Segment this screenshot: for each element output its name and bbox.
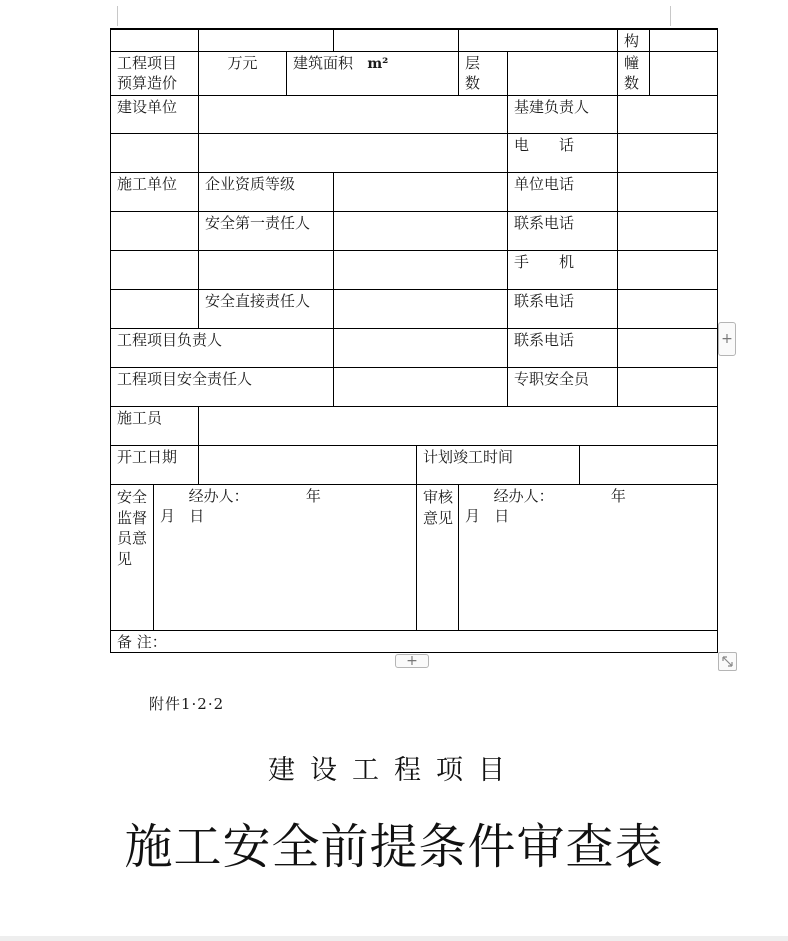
resize-arrow-icon — [719, 653, 736, 670]
supervisor-signature-line: 经办人： 年 月 日 — [160, 487, 321, 525]
planned-finish-value[interactable] — [580, 446, 718, 485]
worker-label: 施工员 — [111, 407, 199, 446]
budget-label: 工程项目 预算造价 — [111, 52, 199, 96]
page-bottom-edge — [0, 936, 788, 941]
form-row-safety-first — [111, 212, 718, 251]
table-resize-icon[interactable] — [718, 652, 737, 671]
form-row-mobile — [111, 251, 718, 290]
start-date-value[interactable] — [199, 446, 417, 485]
page-corner-mark-right — [670, 6, 671, 26]
contact-tel-label: 联系电话 — [508, 329, 618, 368]
blank-cell[interactable] — [334, 251, 508, 290]
supervisor-opinion-label: 安全监督员意见 — [111, 485, 154, 631]
planned-finish-label: 计划竣工时间 — [417, 446, 580, 485]
contact-tel-value[interactable] — [618, 329, 718, 368]
form-row-builder-tel — [111, 134, 718, 173]
review-signature-line: 经办人： 年 月 日 — [465, 487, 626, 525]
project-safety-label: 工程项目安全责任人 — [111, 368, 334, 407]
qualification-label: 企业资质等级 — [199, 173, 334, 212]
add-row-icon[interactable]: + — [395, 654, 429, 668]
buildings-label: 幢 数 — [618, 52, 650, 96]
contact-tel-label: 联系电话 — [508, 212, 618, 251]
attachment-number: 附件1·2·2 — [149, 695, 225, 713]
review-opinion-cell[interactable] — [459, 485, 718, 631]
project-safety-value[interactable] — [334, 368, 508, 407]
qualification-value[interactable] — [334, 173, 508, 212]
area-label: 建筑面积 — [293, 54, 354, 72]
review-opinion-label: 审核意见 — [417, 485, 459, 631]
tel-label: 电 话 — [508, 134, 618, 173]
form-row-builder — [111, 96, 718, 134]
blank-cell[interactable] — [199, 29, 334, 52]
start-date-label: 开工日期 — [111, 446, 199, 485]
form-row-opinions — [111, 485, 718, 631]
form-row-contractor — [111, 173, 718, 212]
form-row-budget — [111, 52, 718, 96]
wan-yuan-label: 万元 — [199, 52, 287, 96]
safety-officer-label: 专职安全员 — [508, 368, 618, 407]
worker-value[interactable] — [199, 407, 718, 446]
blank-cell[interactable] — [459, 29, 618, 52]
add-column-icon[interactable]: + — [718, 322, 736, 356]
form-row-worker — [111, 407, 718, 446]
safety-first-value[interactable] — [334, 212, 508, 251]
form-row-remarks — [111, 631, 718, 653]
form-row-header-strip — [111, 29, 718, 52]
project-lead-value[interactable] — [334, 329, 508, 368]
safety-officer-value[interactable] — [618, 368, 718, 407]
unit-tel-label: 单位电话 — [508, 173, 618, 212]
contact-tel-value[interactable] — [618, 290, 718, 329]
blank-cell[interactable] — [111, 29, 199, 52]
infra-lead-label: 基建负责人 — [508, 96, 618, 134]
builder-value[interactable] — [199, 96, 508, 134]
contact-tel-value[interactable] — [618, 212, 718, 251]
project-lead-label: 工程项目负责人 — [111, 329, 334, 368]
area-unit: m² — [367, 56, 389, 72]
floors-label: 层 数 — [459, 52, 508, 96]
contractor-label: 施工单位 — [111, 173, 199, 212]
infra-lead-value[interactable] — [618, 96, 718, 134]
structure-label: 构 — [618, 29, 650, 52]
document-title: 施工安全前提条件审查表 — [124, 819, 664, 875]
floors-value[interactable] — [508, 52, 618, 96]
blank-cell[interactable] — [111, 251, 199, 290]
blank-cell[interactable] — [199, 251, 334, 290]
form-row-dates — [111, 446, 718, 485]
form-row-safety-direct — [111, 290, 718, 329]
review-form-table — [110, 28, 718, 653]
area-cell — [287, 52, 459, 96]
document-subtitle: 建设工程项目 — [268, 755, 520, 786]
blank-cell[interactable] — [650, 29, 718, 52]
tel-value[interactable] — [618, 134, 718, 173]
blank-cell[interactable] — [111, 212, 199, 251]
blank-cell[interactable] — [111, 134, 199, 173]
remarks-cell[interactable] — [111, 631, 718, 653]
contact-tel-label: 联系电话 — [508, 290, 618, 329]
blank-cell[interactable] — [334, 29, 459, 52]
mobile-value[interactable] — [618, 251, 718, 290]
buildings-value[interactable] — [650, 52, 718, 96]
safety-direct-label: 安全直接责任人 — [199, 290, 334, 329]
safety-first-label: 安全第一责任人 — [199, 212, 334, 251]
blank-cell[interactable] — [199, 134, 508, 173]
supervisor-opinion-cell[interactable] — [154, 485, 417, 631]
mobile-label: 手 机 — [508, 251, 618, 290]
unit-tel-value[interactable] — [618, 173, 718, 212]
safety-direct-value[interactable] — [334, 290, 508, 329]
form-row-project-lead — [111, 329, 718, 368]
page-corner-mark-left — [117, 6, 118, 26]
builder-label: 建设单位 — [111, 96, 199, 134]
form-row-project-safety — [111, 368, 718, 407]
blank-cell[interactable] — [111, 290, 199, 329]
remarks-label: 备 注： — [117, 633, 167, 651]
